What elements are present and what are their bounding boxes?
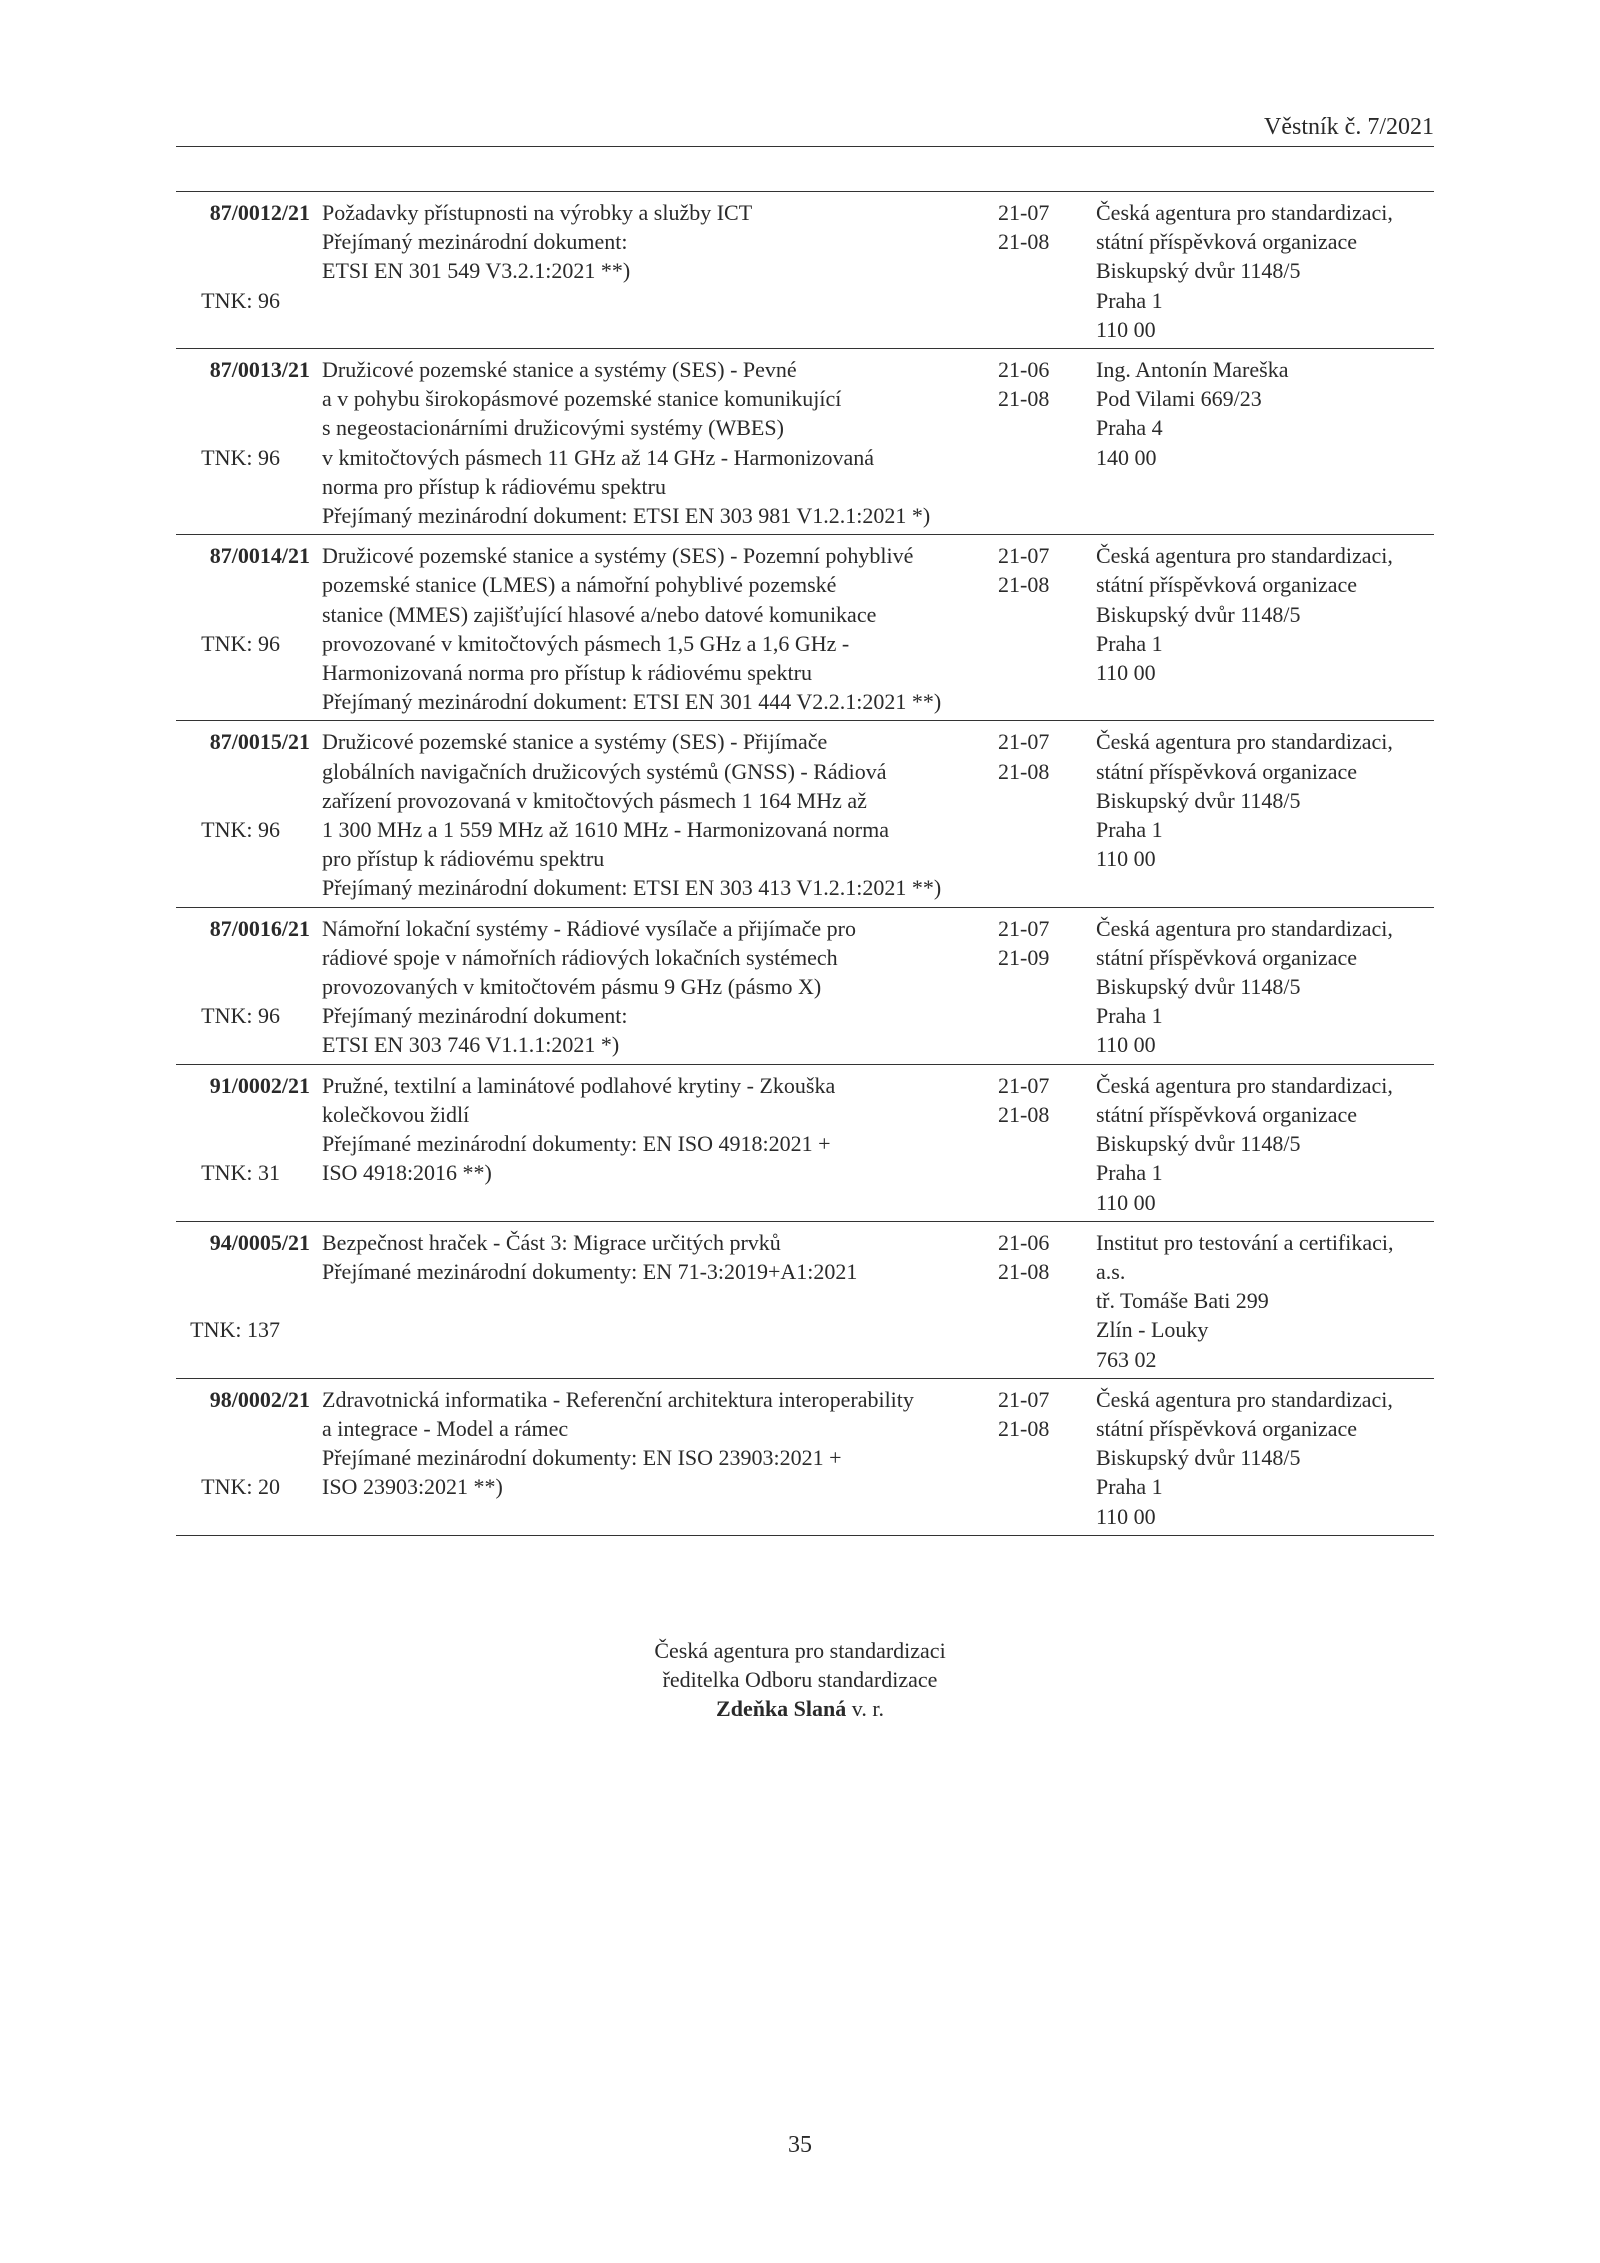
header-rule	[176, 146, 1434, 147]
entry-id-cell	[176, 914, 310, 1060]
entry-number: 87/0013/21	[209, 357, 310, 383]
signature-suffix: v. r.	[846, 1696, 884, 1721]
entry-tnk: TNK: 137	[190, 1317, 280, 1343]
signature-role: ředitelka Odboru standardizace	[662, 1667, 938, 1692]
entry-dates: 21-07 21-08	[998, 729, 1050, 784]
entry-id-cell	[176, 1071, 310, 1217]
table-row	[176, 1064, 1434, 1221]
entry-id-cell	[176, 198, 310, 344]
entry-number: 87/0016/21	[209, 915, 310, 941]
signature-organization: Česká agentura pro standardizaci	[654, 1638, 946, 1663]
table-row	[176, 191, 1434, 348]
entry-number: 87/0015/21	[209, 729, 310, 755]
entry-number: 87/0014/21	[209, 543, 310, 569]
entry-title: Bezpečnost hraček - Část 3: Migrace určitých prvků Přejímané mezinárodní dokumenty: EN 71-3:2019+A1:2021	[322, 1229, 858, 1284]
entry-title: Pružné, textilní a laminátové podlahové krytiny - Zkouška kolečkovou židlí Přejímané mezinárodní dokumenty: EN ISO 4918:2021 + ISO 4918:2016 **)	[322, 1072, 836, 1186]
entry-tnk: TNK: 96	[201, 1003, 280, 1029]
entry-address: Česká agentura pro standardizaci, státní příspěvková organizace Biskupský dvůr 1148/5 Praha 1 110 00	[1096, 729, 1393, 872]
entry-dates: 21-07 21-08	[998, 1386, 1050, 1441]
entry-dates: 21-06 21-08	[998, 1229, 1050, 1284]
entry-tnk: TNK: 20	[201, 1474, 280, 1500]
entry-id-cell	[176, 1228, 310, 1374]
table-row	[176, 720, 1434, 906]
entry-dates: 21-07 21-08	[998, 1072, 1050, 1127]
entry-tnk: TNK: 96	[201, 630, 280, 656]
entry-address: Česká agentura pro standardizaci, státní příspěvková organizace Biskupský dvůr 1148/5 Praha 1 110 00	[1096, 543, 1393, 686]
entry-title: Požadavky přístupnosti na výrobky a služby ICT Přejímaný mezinárodní dokument: ETSI EN 301 549 V3.2.1:2021 **)	[322, 200, 753, 284]
signature-block	[0, 1636, 1600, 1723]
entry-dates: 21-07 21-09	[998, 915, 1050, 970]
table-row	[176, 1378, 1434, 1536]
table-row	[176, 534, 1434, 720]
entry-number: 87/0012/21	[209, 200, 310, 225]
entry-tnk: TNK: 96	[201, 444, 280, 470]
entry-tnk: TNK: 96	[201, 287, 280, 313]
entry-id-cell	[176, 1385, 310, 1531]
entry-number: 98/0002/21	[209, 1386, 310, 1412]
entry-id-cell	[176, 727, 310, 902]
entry-address: Česká agentura pro standardizaci, státní příspěvková organizace Biskupský dvůr 1148/5 Praha 1 110 00	[1096, 1072, 1393, 1215]
entry-address: Ing. Antonín Mareška Pod Vilami 669/23 Praha 4 140 00	[1096, 357, 1289, 470]
entry-dates: 21-07 21-08	[998, 200, 1050, 255]
entry-number: 91/0002/21	[209, 1072, 310, 1098]
table-row	[176, 907, 1434, 1064]
entry-title: Zdravotnická informatika - Referenční architektura interoperability a integrace - Model a rámec Přejímané mezinárodní dokumenty: EN ISO 23903:2021 + ISO 23903:2021 **)	[322, 1386, 914, 1500]
entry-id-cell	[176, 355, 310, 530]
entry-address: Česká agentura pro standardizaci, státní příspěvková organizace Biskupský dvůr 1148/5 Praha 1 110 00	[1096, 200, 1393, 342]
entry-id-cell	[176, 541, 310, 716]
entry-address: Česká agentura pro standardizaci, státní příspěvková organizace Biskupský dvůr 1148/5 Praha 1 110 00	[1096, 1386, 1393, 1529]
entry-title: Družicové pozemské stanice a systémy (SES) - Pozemní pohyblivé pozemské stanice (LMES) a námořní pohyblivé pozemské stanice (MMES) zajišťující hlasové a/nebo datové komunikace provozované v kmitočtových pásmech 1,5 GHz a 1,6 GHz - Harmonizovaná norma pro přístup k rádiovému spektru Přejímaný mezinárodní dokument: ETSI EN 301 444 V2.2.1:2021 **)	[322, 543, 942, 715]
entry-title: Družicové pozemské stanice a systémy (SES) - Pevné a v pohybu širokopásmové pozemské stanice komunikující s negeostacionárními družicovými systémy (WBES) v kmitočtových pásmech 11 GHz až 14 GHz - Harmonizovaná norma pro přístup k rádiovému spektru Přejímaný mezinárodní dokument: ETSI EN 303 981 V1.2.1:2021 *)	[322, 357, 931, 529]
entry-address: Česká agentura pro standardizaci, státní příspěvková organizace Biskupský dvůr 1148/5 Praha 1 110 00	[1096, 915, 1393, 1058]
entry-dates: 21-07 21-08	[998, 543, 1050, 598]
entry-tnk: TNK: 31	[201, 1160, 280, 1186]
entry-dates: 21-06 21-08	[998, 357, 1050, 412]
table-row	[176, 348, 1434, 534]
entry-tnk: TNK: 96	[201, 817, 280, 843]
header-title: Věstník č. 7/2021	[1264, 114, 1434, 140]
page-number: 35	[788, 2132, 812, 2158]
standards-table	[176, 191, 1434, 1536]
entry-address: Institut pro testování a certifikaci, a.s. tř. Tomáše Bati 299 Zlín - Louky 763 02	[1096, 1229, 1394, 1372]
entry-title: Družicové pozemské stanice a systémy (SES) - Přijímače globálních navigačních družicových systémů (GNSS) - Rádiová zařízení provozovaná v kmitočtových pásmech 1 164 MHz až 1 300 MHz a 1 559 MHz až 1610 MHz - Harmonizovaná norma pro přístup k rádiovému spektru Přejímaný mezinárodní dokument: ETSI EN 303 413 V1.2.1:2021 **)	[322, 729, 942, 901]
signature-name-line	[0, 1694, 1600, 1723]
entry-title: Námořní lokační systémy - Rádiové vysílače a přijímače pro rádiové spoje v námořních rádiových lokačních systémech provozovaných v kmitočtovém pásmu 9 GHz (pásmo X) Přejímaný mezinárodní dokument: ETSI EN 303 746 V1.1.1:2021 *)	[322, 915, 856, 1058]
table-row	[176, 1221, 1434, 1378]
entry-number: 94/0005/21	[209, 1229, 310, 1255]
signature-name: Zdeňka Slaná	[716, 1696, 847, 1721]
